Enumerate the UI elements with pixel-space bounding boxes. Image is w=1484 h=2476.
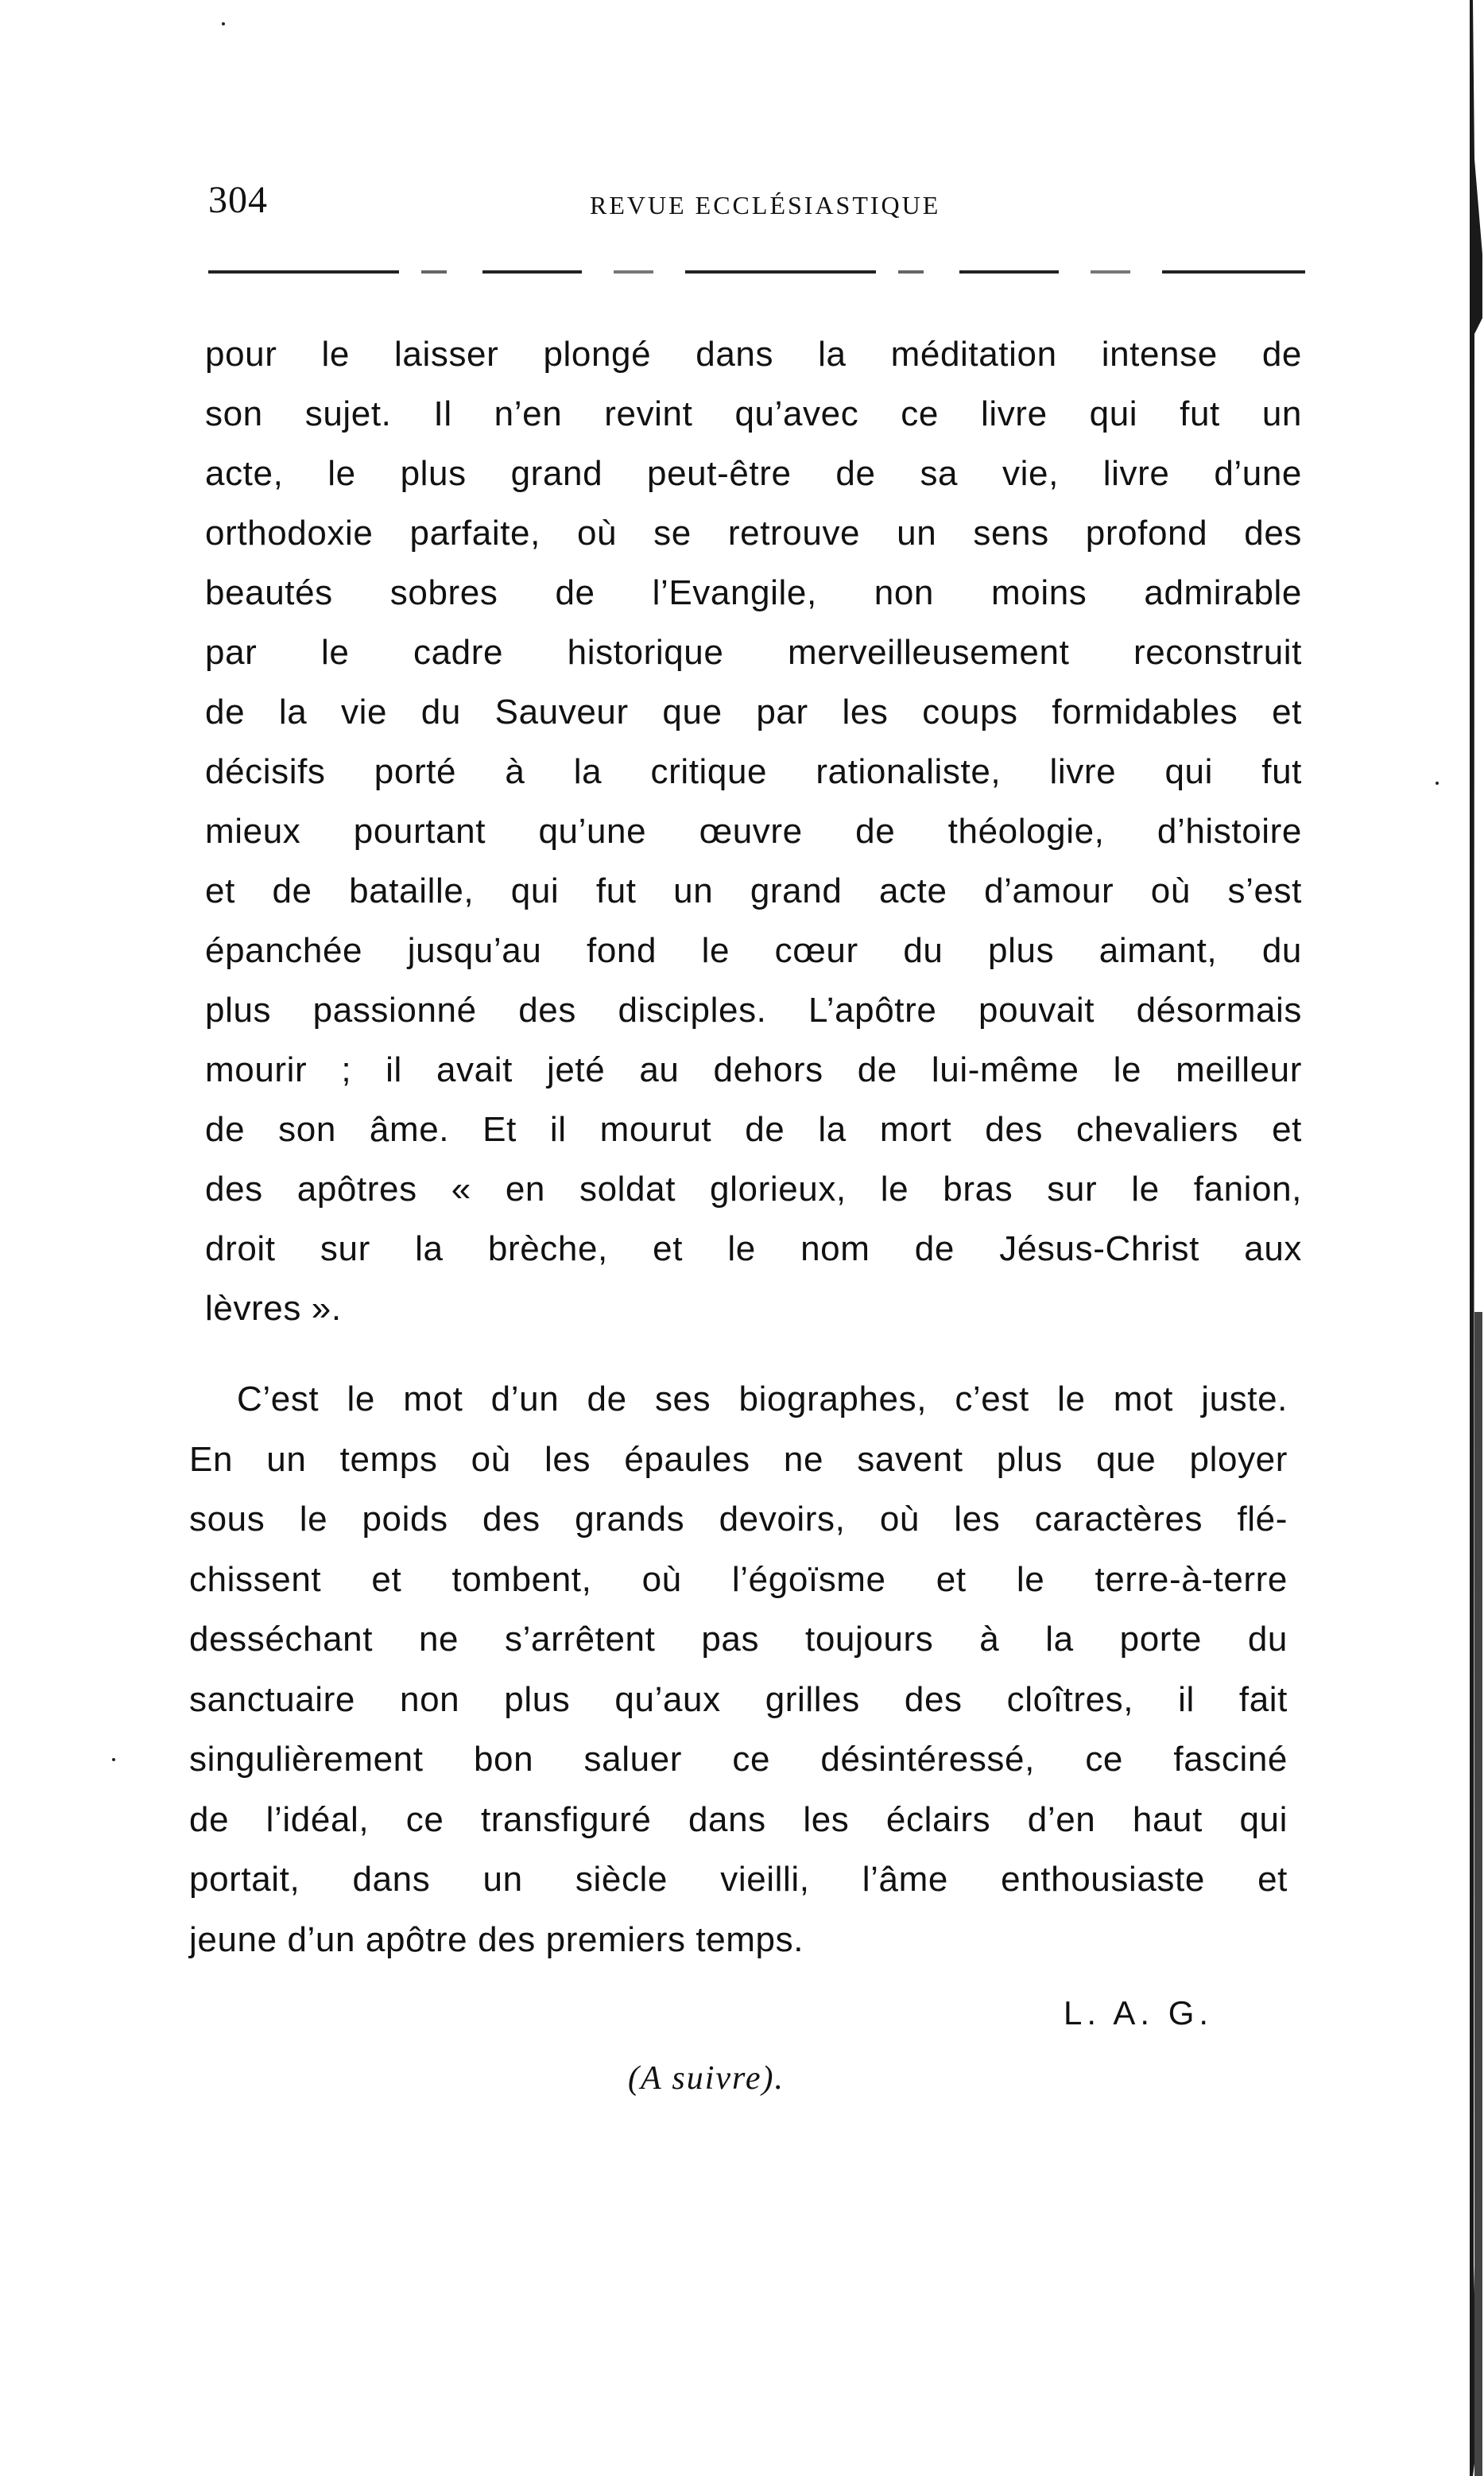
paragraph-line: jeune d’un apôtre des premiers temps. [189,1919,804,1959]
paragraph-line: plus passionné des disciples. L’apôtre pouvait désormais [205,991,1302,1030]
journal-title: REVUE ECCLÉSIASTIQUE [590,191,941,219]
header-rule [208,270,1305,274]
paragraph-line: portait, dans un siècle vieilli, l’âme enthousiaste et [189,1860,1288,1899]
paper-speck [112,1758,115,1761]
paragraph-line: sous le poids des grands devoirs, où les caractères flé- [189,1500,1288,1539]
paragraph-line: singulièrement bon saluer ce désintéressé, ce fasciné [189,1740,1288,1779]
paragraph-line: de son âme. Et il mourut de la mort des chevaliers et [205,1110,1302,1149]
paragraph-line: chissent et tombent, où l’égoïsme et le terre-à-terre [189,1559,1288,1599]
author-signature: L. A. G. [1064,1994,1214,2032]
paragraph-line: épanchée jusqu’au fond le cœur du plus aimant, du [205,931,1302,970]
paragraph-line: desséchant ne s’arrêtent pas toujours à la porte du [189,1620,1288,1659]
paragraph-1 [205,324,1302,1338]
paragraph-line: décisifs porté à la critique rationaliste, livre qui fut [205,752,1302,791]
paragraph-line: acte, le plus grand peut-être de sa vie, livre d’une [205,454,1302,493]
paragraph-line: de l’idéal, ce transfiguré dans les éclairs d’en haut qui [189,1799,1288,1839]
paragraph-line: orthodoxie parfaite, où se retrouve un sens profond des [205,514,1302,553]
paragraph-2 [189,1369,1288,1970]
paper-speck [1436,782,1439,785]
paragraph-line: son sujet. Il n’en revint qu’avec ce livre qui fut un [205,394,1302,433]
paragraph-line: par le cadre historique merveilleusement reconstruit [205,633,1302,672]
running-head [208,178,1305,234]
page-number: 304 [208,179,268,221]
paragraph-line: pour le laisser plongé dans la méditation intense de [205,335,1302,374]
paragraph-line: beautés sobres de l’Evangile, non moins admirable [205,573,1302,612]
paragraph-line: sanctuaire non plus qu’aux grilles des cloîtres, il fait [189,1679,1288,1719]
binding-edge [1443,0,1484,2476]
paper-speck [222,22,225,25]
paragraph-line: mieux pourtant qu’une œuvre de théologie, d’histoire [205,812,1302,851]
continuation-note: (A suivre). [628,2060,785,2097]
paragraph-line: des apôtres « en soldat glorieux, le bras sur le fanion, [205,1170,1302,1209]
paragraph-line: C’est le mot d’un de ses biographes, c’est le mot juste. [237,1380,1288,1418]
paragraph-line: et de bataille, qui fut un grand acte d’amour où s’est [205,871,1302,910]
paragraph-line: mourir ; il avait jeté au dehors de lui-même le meilleur [205,1050,1302,1089]
paragraph-line: droit sur la brèche, et le nom de Jésus-Christ aux [205,1229,1302,1268]
binding-texture [1474,1312,1482,2476]
paragraph-line: En un temps où les épaules ne savent plus que ployer [189,1439,1288,1479]
paragraph-line: lèvres ». [205,1289,342,1328]
paragraph-line: de la vie du Sauveur que par les coups formidables et [205,693,1302,732]
